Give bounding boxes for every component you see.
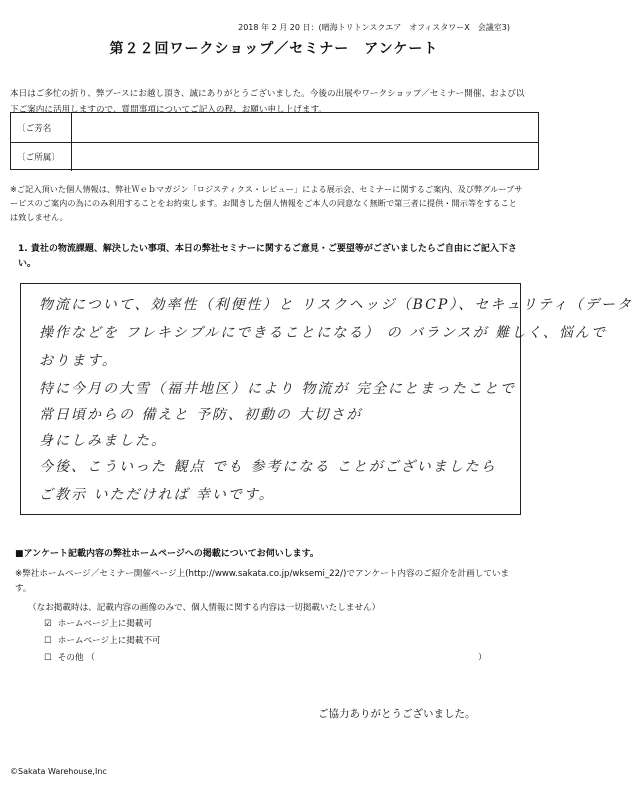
- handwritten-line: 今後、こういった 観点 でも 参考になる ことがございましたら: [39, 459, 497, 475]
- option-label: ホームページ上に掲載可: [57, 619, 153, 629]
- divider: [71, 142, 72, 171]
- handwritten-line: 操作などを フレキシブルにできることになる） の バランスが 難しく、悩んで: [39, 325, 607, 341]
- affiliation-row: [11, 142, 538, 171]
- option-publish-ok[interactable]: [44, 617, 152, 629]
- web-section-text: ※弊社ホームページ／セミナー開催ページ上(http://www.sakata.co.jp/wksemi_22/)でアンケート内容のご紹介を計画しています。: [15, 569, 510, 594]
- checkbox-icon[interactable]: ☐: [44, 636, 52, 646]
- company-label: 〔ご芳名: [17, 124, 52, 134]
- option-label: ホームページ上に掲載不可: [57, 636, 161, 646]
- handwritten-line: ご教示 いただければ 幸いです。: [39, 487, 275, 503]
- handwritten-line: 特に今月の大雪（福井地区）により 物流が 完全にとまったことで: [39, 381, 516, 397]
- web-section-title: ■アンケート記載内容の弊社ホームページへの掲載についてお伺いします。: [15, 549, 319, 559]
- handwritten-line: おります。: [39, 353, 118, 369]
- intro-text: 本日はご多忙の折り、弊ブースにお越し頂き、誠にありがとうございました。今後の出展やワークショップ／セミナー開催、および以下ご案内に活用しますので、質問事項についてご記入の程、お願い申し上げます。: [10, 89, 525, 115]
- privacy-notice: ※ご記入頂いた個人情報は、弊社Ｗｅｂマガジン「ロジスティクス・レビュー」による展示会、セミナーに関するご案内、及び弊グループサービスのご案内の為にのみ利用することをお約束します。お聞きした個人情報をご本人の同意なく無断で第三者に提供・開示等をすることは致しません。: [10, 184, 523, 222]
- date-venue: 2018 年 2 月 20 日：(晴海トリトンスクエア オフィスタワーX 会議室3): [238, 23, 510, 32]
- page-title: 第２２回ワークショップ／セミナー アンケート: [109, 41, 439, 57]
- option-label: その他 （: [57, 653, 95, 663]
- option-other[interactable]: [44, 651, 95, 663]
- company-row: [11, 113, 538, 143]
- thanks-message: ご協力ありがとうございました。: [318, 708, 476, 720]
- handwritten-line: 物流について、効率性（利便性）と リスクヘッジ（BCP）、セキュリティ（データ: [39, 297, 633, 313]
- checkbox-icon[interactable]: ☐: [44, 653, 52, 663]
- checkbox-checked-icon[interactable]: ☑: [44, 619, 52, 629]
- handwritten-line: 身にしみました。: [39, 433, 167, 449]
- copyright: ©Sakata Warehouse,Inc: [10, 767, 107, 776]
- other-close-paren: ）: [478, 653, 487, 663]
- answer-box[interactable]: [20, 283, 633, 515]
- handwritten-line: 常日頃からの 備えと 予防、初動の 大切さが: [39, 407, 363, 423]
- web-section-note: （なお掲載時は、記載内容の画像のみで、個人情報に関する内容は一切掲載いたしません）: [28, 603, 381, 613]
- name-box: [10, 112, 539, 170]
- affiliation-label: 〔ご所属〕: [17, 153, 60, 163]
- divider: [71, 113, 72, 142]
- option-publish-ng[interactable]: [44, 634, 161, 646]
- question-1: 1. 貴社の物流課題、解決したい事項、本日の弊社セミナーに関するご意見・ご要望等がございましたらご自由にご記入下さい。: [18, 244, 517, 269]
